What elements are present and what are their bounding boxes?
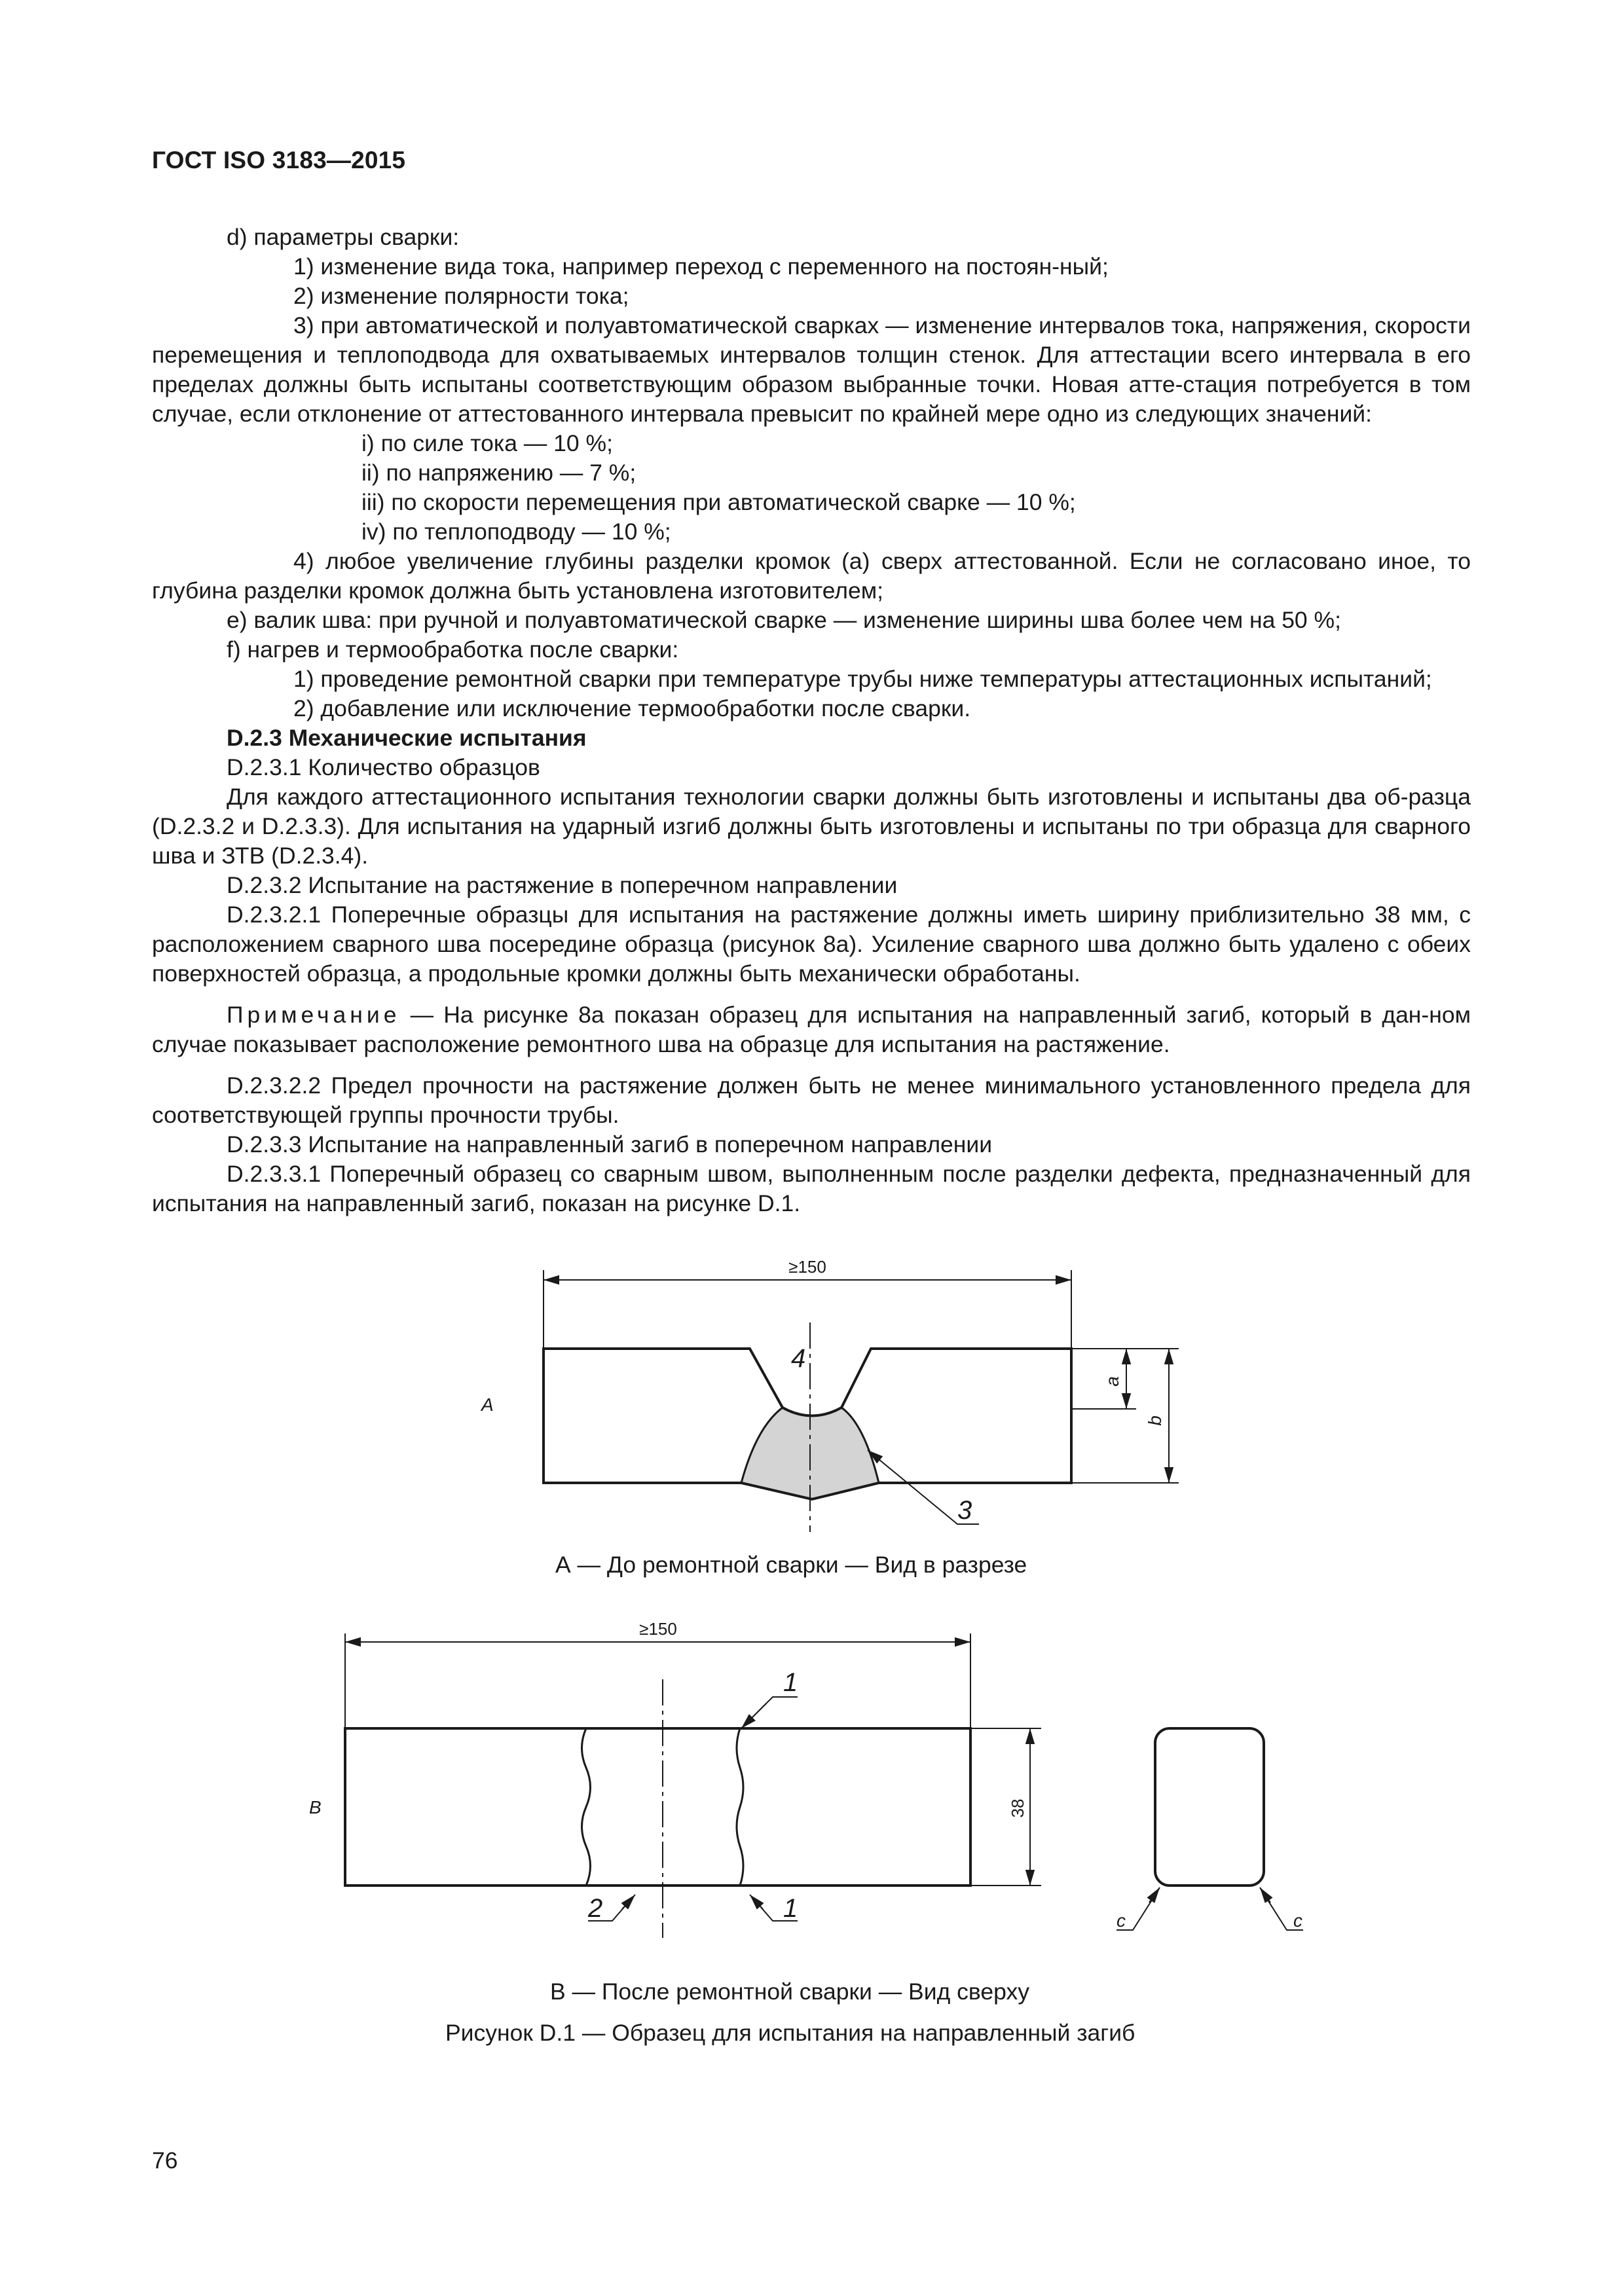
- list-item-f: f) нагрев и термообработка после сварки:: [227, 636, 679, 663]
- specimen-outline-b: [345, 1728, 970, 1886]
- dimension-label-b: b: [1145, 1415, 1165, 1426]
- callout-2: 2: [588, 1894, 603, 1923]
- view-b-caption: В — После ремонтной сварки — Вид сверху: [550, 1978, 1029, 2005]
- view-b-drawing: [345, 1633, 1303, 1938]
- leader-1-top: [741, 1697, 798, 1728]
- list-item-d1: 1) изменение вида тока, например переход с переменного на постоян-ный;: [293, 253, 1109, 280]
- section-heading: D.2.3 Механические испытания: [227, 725, 587, 751]
- page-number: 76: [152, 2147, 178, 2174]
- view-a-letter: A: [481, 1394, 494, 1415]
- list-item-e: е) валик шва: при ручной и полуавтоматической сварке — изменение ширины шва более чем на 50 %;: [227, 607, 1341, 633]
- paragraph: D.2.3.3.1 Поперечный образец со сварным швом, выполненным после разделки дефекта, предназначенный для испытания на направленный загиб, показан на рисунке D.1.: [152, 1161, 1471, 1216]
- dimension-label-150-b: ≥150: [639, 1619, 677, 1639]
- figure-title: Рисунок D.1 — Образец для испытания на направленный загиб: [445, 2020, 1135, 2046]
- fusion-line-left: [582, 1728, 591, 1886]
- list-item-iv: iv) по теплоподводу — 10 %;: [361, 519, 671, 545]
- label-c-left: c: [1116, 1910, 1126, 1931]
- list-item-ii: ii) по напряжению — 7 %;: [361, 460, 637, 486]
- document-header: ГОСТ ISO 3183—2015: [152, 147, 406, 173]
- list-item-d: d) параметры сварки:: [227, 224, 460, 250]
- note-label: Примечание: [227, 1002, 401, 1028]
- subsection-heading: D.2.3.2 Испытание на растяжение в поперечном направлении: [227, 872, 898, 898]
- fusion-line-right: [737, 1728, 743, 1886]
- view-b-letter: B: [309, 1797, 322, 1817]
- cross-section-outline: [1155, 1728, 1264, 1886]
- callout-1-top: 1: [783, 1668, 798, 1697]
- list-item-iii: iii) по скорости перемещения при автоматической сварке — 10 %;: [361, 489, 1076, 515]
- callout-1-bottom: 1: [783, 1894, 798, 1923]
- callout-3: 3: [957, 1496, 972, 1525]
- dimension-label-38: 38: [1008, 1798, 1027, 1818]
- paragraph: Для каждого аттестационного испытания технологии сварки должны быть изготовлены и испытаны два об-разца (D.2.3.2 и D.2.3.3). Для испытания на ударный изгиб должны быть изготовлены и испытаны по три образца для сварного шва и ЗТВ (D.2.3.4).: [152, 784, 1471, 869]
- dimension-label-a: a: [1102, 1376, 1122, 1387]
- paragraph: D.2.3.2.1 Поперечные образцы для испытания на растяжение должны иметь ширину приблизительно 38 мм, с расположением сварного шва посередине образца (рисунок 8а). Усиление сварного шва должно быть удалено с обеих поверхностей образца, а продольные кромки должны быть механически обработаны.: [152, 902, 1471, 987]
- view-a-drawing: [544, 1270, 1179, 1532]
- callout-4: 4: [791, 1344, 806, 1373]
- subsection-heading: D.2.3.1 Количество образцов: [227, 754, 540, 780]
- view-a-caption: А — До ремонтной сварки — Вид в разрезе: [555, 1552, 1027, 1578]
- dimension-label-150-a: ≥150: [788, 1257, 826, 1277]
- note-text: — На рисунке 8а показан образец для испытания на направленный загиб, который в дан-ном случае показывает расположение ремонтного шва на образце для испытания на растяжение.: [152, 1002, 1471, 1057]
- list-item-d2: 2) изменение полярности тока;: [293, 283, 629, 309]
- list-item-f1: 1) проведение ремонтной сварки при температуре трубы ниже температуры аттестационных испытаний;: [293, 666, 1432, 692]
- list-item-d4: 4) любое увеличение глубины разделки кромок (а) сверх аттестованной. Если не согласовано иное, то глубина разделки кромок должна быть установлена изготовителем;: [152, 548, 1471, 604]
- list-item-d3: 3) при автоматической и полуавтоматической сварках — изменение интервалов тока, напряжения, скорости перемещения и теплоподвода для охватываемых интервалов толщин стенок. Для аттестации всего интервала в его пределах должны быть испытаны соответствующим образом выбранные точки. Новая атте-стация потребуется в том случае, если отклонение от аттестованного интервала превысит по крайней мере одно из следующих значений:: [152, 312, 1471, 427]
- label-c-right: c: [1293, 1910, 1302, 1931]
- list-item-i: i) по силе тока — 10 %;: [361, 430, 613, 456]
- subsection-heading: D.2.3.3 Испытание на направленный загиб в поперечном направлении: [227, 1131, 993, 1157]
- list-item-f2: 2) добавление или исключение термообработки после сварки.: [293, 695, 971, 721]
- paragraph: D.2.3.2.2 Предел прочности на растяжение должен быть не менее минимального установленного предела для соответствующей группы прочности трубы.: [152, 1072, 1471, 1128]
